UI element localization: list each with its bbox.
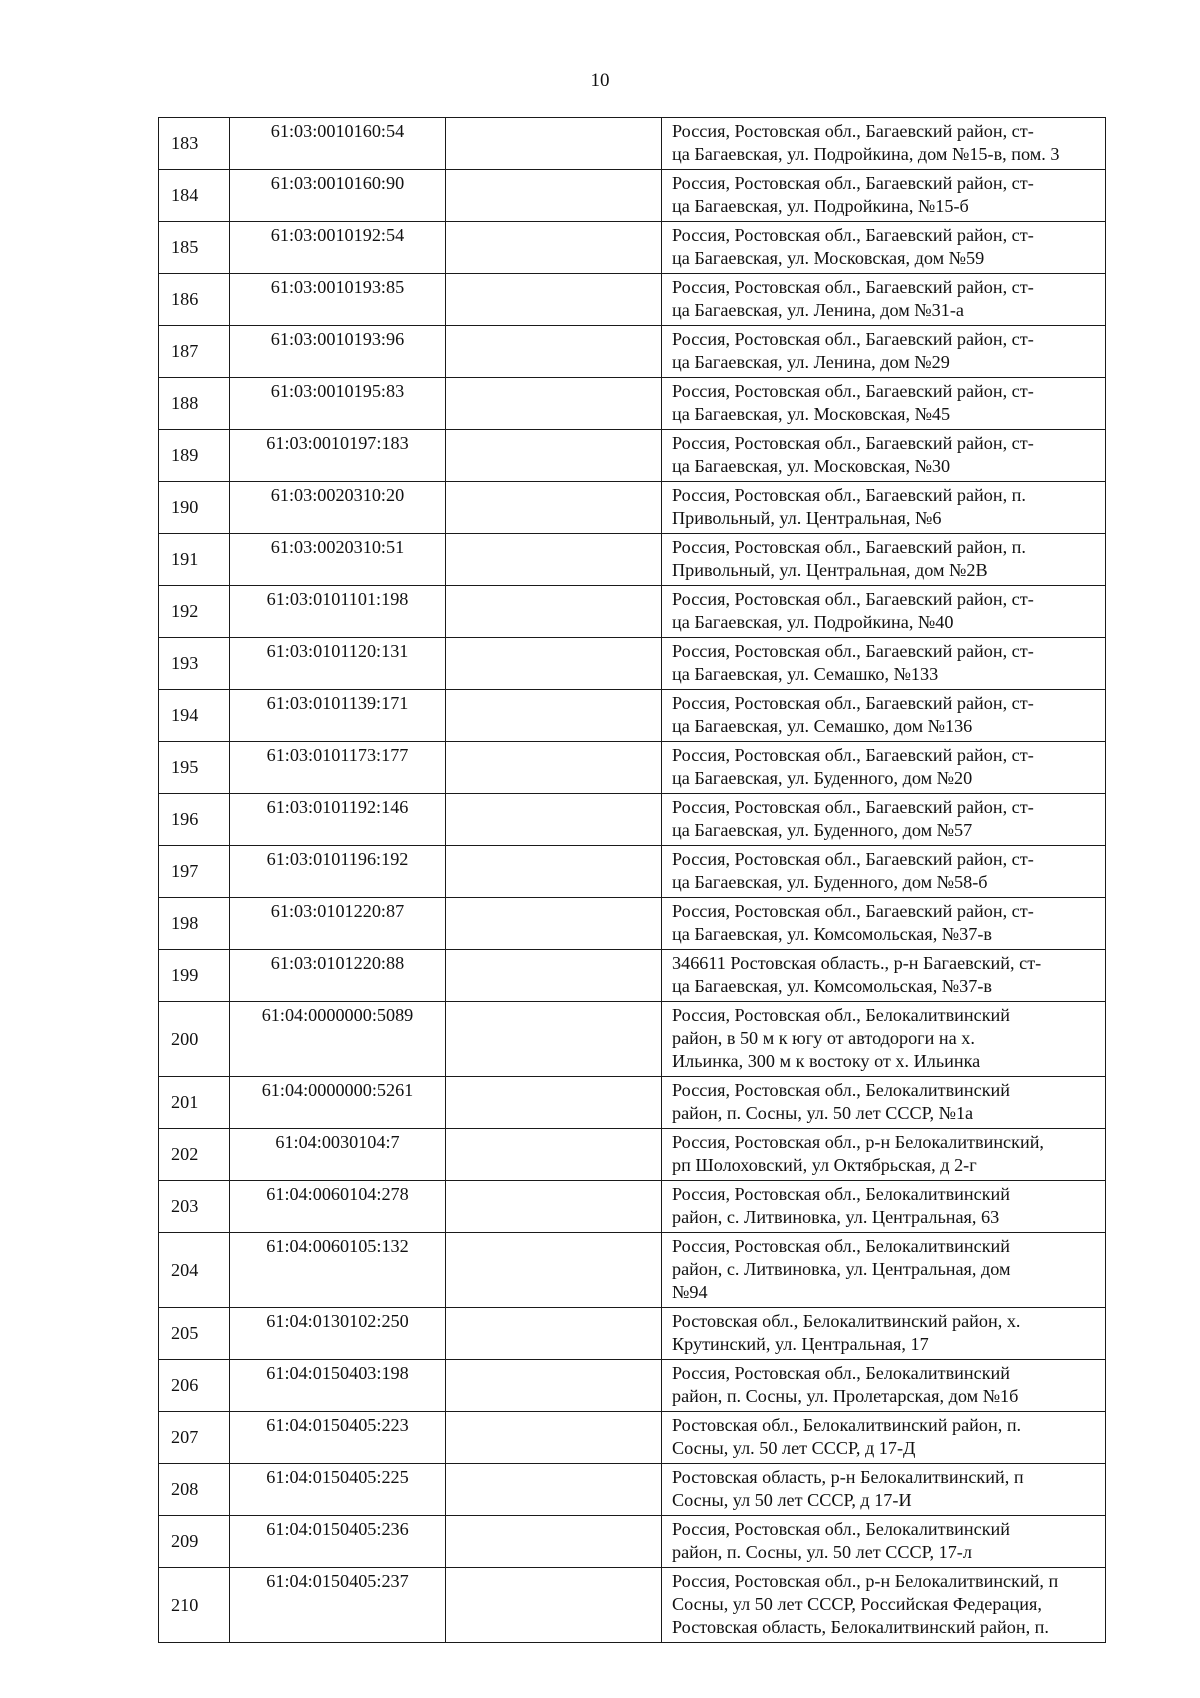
empty-cell	[446, 118, 662, 170]
empty-cell	[446, 586, 662, 638]
table-row	[159, 534, 1106, 586]
address-cell	[662, 846, 1106, 898]
row-number: 203	[159, 1181, 230, 1233]
row-number: 205	[159, 1308, 230, 1360]
address-line: Ильинка, 300 м к востоку от х. Ильинка	[672, 1051, 981, 1071]
cadastral-number: 61:03:0101173:177	[230, 742, 446, 794]
address-cell	[662, 378, 1106, 430]
row-number: 204	[159, 1233, 230, 1308]
table-row	[159, 1181, 1106, 1233]
cadastral-number: 61:04:0030104:7	[230, 1129, 446, 1181]
address-line: рп Шолоховский, ул Октябрьская, д 2-г	[672, 1155, 977, 1175]
cadastral-number: 61:03:0010160:54	[230, 118, 446, 170]
cadastral-number: 61:04:0150405:223	[230, 1412, 446, 1464]
row-number: 190	[159, 482, 230, 534]
cadastral-number: 61:03:0101192:146	[230, 794, 446, 846]
row-number: 201	[159, 1077, 230, 1129]
cadastral-number: 61:03:0010197:183	[230, 430, 446, 482]
address-cell	[662, 1077, 1106, 1129]
cadastral-number: 61:04:0060104:278	[230, 1181, 446, 1233]
address-line: Россия, Ростовская обл., Багаевский район, ст-	[672, 693, 1034, 713]
empty-cell	[446, 1233, 662, 1308]
cadastral-number: 61:03:0010193:96	[230, 326, 446, 378]
table-row	[159, 222, 1106, 274]
address-line: ца Багаевская, ул. Ленина, дом №31-а	[672, 300, 964, 320]
row-number: 186	[159, 274, 230, 326]
address-cell	[662, 1568, 1106, 1643]
page-number: 10	[590, 70, 610, 91]
address-line: Россия, Ростовская обл., Багаевский район, ст-	[672, 173, 1034, 193]
empty-cell	[446, 846, 662, 898]
address-line: ца Багаевская, ул. Московская, №30	[672, 456, 951, 476]
address-line: Ростовская обл., Белокалитвинский район, п.	[672, 1415, 1022, 1435]
address-line: Россия, Ростовская обл., Багаевский район, п.	[672, 485, 1026, 505]
table-row	[159, 1077, 1106, 1129]
table-row	[159, 170, 1106, 222]
row-number: 187	[159, 326, 230, 378]
table-row	[159, 1516, 1106, 1568]
cadastral-number: 61:04:0150405:237	[230, 1568, 446, 1643]
cadastral-number: 61:03:0101101:198	[230, 586, 446, 638]
cadastral-number: 61:03:0010160:90	[230, 170, 446, 222]
row-number: 207	[159, 1412, 230, 1464]
address-line: Сосны, ул 50 лет СССР, Российская Федерация,	[672, 1594, 1042, 1614]
cadastral-number: 61:04:0150405:225	[230, 1464, 446, 1516]
row-number: 200	[159, 1002, 230, 1077]
address-cell	[662, 690, 1106, 742]
cadastral-number: 61:03:0010195:83	[230, 378, 446, 430]
address-line: Россия, Ростовская обл., Белокалитвинский	[672, 1363, 1011, 1383]
registry-body	[159, 118, 1106, 1643]
address-cell	[662, 482, 1106, 534]
address-cell	[662, 1412, 1106, 1464]
row-number: 209	[159, 1516, 230, 1568]
table-row	[159, 274, 1106, 326]
cadastral-number: 61:03:0101139:171	[230, 690, 446, 742]
address-cell	[662, 118, 1106, 170]
address-line: ца Багаевская, ул. Московская, №45	[672, 404, 951, 424]
address-line: Россия, Ростовская обл., р-н Белокалитвинский,	[672, 1132, 1044, 1152]
address-line: Россия, Ростовская обл., Багаевский район, ст-	[672, 433, 1034, 453]
table-row	[159, 586, 1106, 638]
address-line: Россия, Ростовская обл., Белокалитвинский	[672, 1519, 1011, 1539]
cadastral-number: 61:04:0000000:5089	[230, 1002, 446, 1077]
table-row	[159, 1233, 1106, 1308]
empty-cell	[446, 1412, 662, 1464]
row-number: 189	[159, 430, 230, 482]
address-line: Россия, Ростовская обл., Белокалитвинский	[672, 1184, 1011, 1204]
address-line: Ростовская область, Белокалитвинский район, п.	[672, 1617, 1049, 1637]
row-number: 196	[159, 794, 230, 846]
address-line: Крутинский, ул. Центральная, 17	[672, 1334, 929, 1354]
empty-cell	[446, 222, 662, 274]
address-line: Россия, Ростовская обл., Багаевский район, ст-	[672, 277, 1034, 297]
address-line: Россия, Ростовская обл., р-н Белокалитвинский, п	[672, 1571, 1059, 1591]
table-row	[159, 690, 1106, 742]
row-number: 185	[159, 222, 230, 274]
address-cell	[662, 638, 1106, 690]
address-line: ца Багаевская, ул. Московская, дом №59	[672, 248, 985, 268]
address-line: Россия, Ростовская обл., Багаевский район, ст-	[672, 225, 1034, 245]
empty-cell	[446, 1308, 662, 1360]
empty-cell	[446, 482, 662, 534]
empty-cell	[446, 950, 662, 1002]
empty-cell	[446, 1077, 662, 1129]
address-line: ца Багаевская, ул. Семашко, №133	[672, 664, 939, 684]
address-line: Сосны, ул 50 лет СССР, д 17-И	[672, 1490, 912, 1510]
row-number: 210	[159, 1568, 230, 1643]
table-row	[159, 1308, 1106, 1360]
row-number: 208	[159, 1464, 230, 1516]
address-line: Россия, Ростовская обл., Багаевский район, ст-	[672, 381, 1034, 401]
row-number: 195	[159, 742, 230, 794]
address-cell	[662, 274, 1106, 326]
table-row	[159, 326, 1106, 378]
address-cell	[662, 170, 1106, 222]
row-number: 193	[159, 638, 230, 690]
cadastral-number: 61:04:0060105:132	[230, 1233, 446, 1308]
address-cell	[662, 794, 1106, 846]
address-line: Сосны, ул. 50 лет СССР, д 17-Д	[672, 1438, 916, 1458]
table-row	[159, 1412, 1106, 1464]
row-number: 198	[159, 898, 230, 950]
row-number: 183	[159, 118, 230, 170]
row-number: 191	[159, 534, 230, 586]
address-cell	[662, 586, 1106, 638]
address-line: ца Багаевская, ул. Подройкина, дом №15-в, пом. 3	[672, 144, 1060, 164]
empty-cell	[446, 326, 662, 378]
empty-cell	[446, 690, 662, 742]
address-line: Россия, Ростовская обл., Белокалитвинский	[672, 1236, 1011, 1256]
cadastral-number: 61:03:0020310:20	[230, 482, 446, 534]
empty-cell	[446, 794, 662, 846]
address-line: район, с. Литвиновка, ул. Центральная, 63	[672, 1207, 1000, 1227]
address-cell	[662, 1181, 1106, 1233]
address-line: Россия, Ростовская обл., Багаевский район, ст-	[672, 329, 1034, 349]
table-row	[159, 1464, 1106, 1516]
address-line: район, с. Литвиновка, ул. Центральная, дом	[672, 1259, 1011, 1279]
row-number: 197	[159, 846, 230, 898]
cadastral-number: 61:03:0101120:131	[230, 638, 446, 690]
row-number: 192	[159, 586, 230, 638]
address-line: Россия, Ростовская обл., Багаевский район, ст-	[672, 121, 1034, 141]
table-row	[159, 742, 1106, 794]
address-line: ца Багаевская, ул. Буденного, дом №57	[672, 820, 973, 840]
table-row	[159, 898, 1106, 950]
empty-cell	[446, 378, 662, 430]
cadastral-number: 61:03:0101196:192	[230, 846, 446, 898]
address-line: район, п. Сосны, ул. Пролетарская, дом №1б	[672, 1386, 1019, 1406]
address-cell	[662, 1516, 1106, 1568]
address-cell	[662, 1464, 1106, 1516]
empty-cell	[446, 430, 662, 482]
table-row	[159, 638, 1106, 690]
address-cell	[662, 1233, 1106, 1308]
row-number: 206	[159, 1360, 230, 1412]
address-line: ца Багаевская, ул. Буденного, дом №58-б	[672, 872, 988, 892]
address-cell	[662, 898, 1106, 950]
address-line: ца Багаевская, ул. Буденного, дом №20	[672, 768, 973, 788]
empty-cell	[446, 534, 662, 586]
address-line: ца Багаевская, ул. Подройкина, №40	[672, 612, 954, 632]
address-cell	[662, 1002, 1106, 1077]
row-number: 199	[159, 950, 230, 1002]
table-row	[159, 118, 1106, 170]
cadastral-number: 61:03:0101220:87	[230, 898, 446, 950]
empty-cell	[446, 1568, 662, 1643]
address-line: ца Багаевская, ул. Подройкина, №15-б	[672, 196, 969, 216]
address-cell	[662, 326, 1106, 378]
table-row	[159, 430, 1106, 482]
address-line: Россия, Ростовская обл., Багаевский район, ст-	[672, 745, 1034, 765]
address-line: Россия, Ростовская обл., Белокалитвинский	[672, 1080, 1011, 1100]
cadastral-number: 61:04:0150403:198	[230, 1360, 446, 1412]
address-line: Ростовская область, р-н Белокалитвинский, п	[672, 1467, 1024, 1487]
empty-cell	[446, 1002, 662, 1077]
address-line: район, в 50 м к югу от автодороги на х.	[672, 1028, 975, 1048]
empty-cell	[446, 274, 662, 326]
address-line: ца Багаевская, ул. Ленина, дом №29	[672, 352, 950, 372]
table-row	[159, 378, 1106, 430]
address-cell	[662, 950, 1106, 1002]
cadastral-number: 61:03:0010193:85	[230, 274, 446, 326]
address-line: Россия, Ростовская обл., Багаевский район, ст-	[672, 589, 1034, 609]
table-row	[159, 1568, 1106, 1643]
empty-cell	[446, 1129, 662, 1181]
cadastral-number: 61:04:0000000:5261	[230, 1077, 446, 1129]
address-line: №94	[672, 1282, 708, 1302]
empty-cell	[446, 1360, 662, 1412]
address-line: Россия, Ростовская обл., Багаевский район, ст-	[672, 901, 1034, 921]
table-row	[159, 846, 1106, 898]
cadastral-number: 61:03:0020310:51	[230, 534, 446, 586]
cadastral-number: 61:03:0101220:88	[230, 950, 446, 1002]
table-row	[159, 950, 1106, 1002]
address-line: 346611 Ростовская область., р-н Багаевский, ст-	[672, 953, 1042, 973]
cadastral-number: 61:04:0150405:236	[230, 1516, 446, 1568]
address-line: Россия, Ростовская обл., Багаевский район, ст-	[672, 641, 1034, 661]
table-row	[159, 1129, 1106, 1181]
cadastral-number: 61:04:0130102:250	[230, 1308, 446, 1360]
table-row	[159, 794, 1106, 846]
empty-cell	[446, 170, 662, 222]
address-line: Россия, Ростовская обл., Багаевский район, ст-	[672, 849, 1034, 869]
address-line: Россия, Ростовская обл., Багаевский район, п.	[672, 537, 1026, 557]
address-line: ца Багаевская, ул. Комсомольская, №37-в	[672, 976, 992, 996]
address-cell	[662, 1360, 1106, 1412]
empty-cell	[446, 1516, 662, 1568]
cadastral-number: 61:03:0010192:54	[230, 222, 446, 274]
address-line: Привольный, ул. Центральная, дом №2В	[672, 560, 988, 580]
table-row	[159, 482, 1106, 534]
address-cell	[662, 222, 1106, 274]
address-line: район, п. Сосны, ул. 50 лет СССР, 17-л	[672, 1542, 972, 1562]
address-cell	[662, 1308, 1106, 1360]
property-registry-table	[158, 117, 1106, 1643]
row-number: 202	[159, 1129, 230, 1181]
address-line: Россия, Ростовская обл., Белокалитвинский	[672, 1005, 1011, 1025]
address-cell	[662, 1129, 1106, 1181]
empty-cell	[446, 742, 662, 794]
empty-cell	[446, 638, 662, 690]
empty-cell	[446, 1464, 662, 1516]
address-line: Привольный, ул. Центральная, №6	[672, 508, 942, 528]
address-cell	[662, 430, 1106, 482]
address-cell	[662, 534, 1106, 586]
address-line: ца Багаевская, ул. Комсомольская, №37-в	[672, 924, 992, 944]
address-cell	[662, 742, 1106, 794]
row-number: 184	[159, 170, 230, 222]
table-row	[159, 1002, 1106, 1077]
address-line: Ростовская обл., Белокалитвинский район, х.	[672, 1311, 1021, 1331]
empty-cell	[446, 898, 662, 950]
row-number: 188	[159, 378, 230, 430]
address-line: ца Багаевская, ул. Семашко, дом №136	[672, 716, 973, 736]
row-number: 194	[159, 690, 230, 742]
empty-cell	[446, 1181, 662, 1233]
table-row	[159, 1360, 1106, 1412]
address-line: Россия, Ростовская обл., Багаевский район, ст-	[672, 797, 1034, 817]
address-line: район, п. Сосны, ул. 50 лет СССР, №1а	[672, 1103, 974, 1123]
